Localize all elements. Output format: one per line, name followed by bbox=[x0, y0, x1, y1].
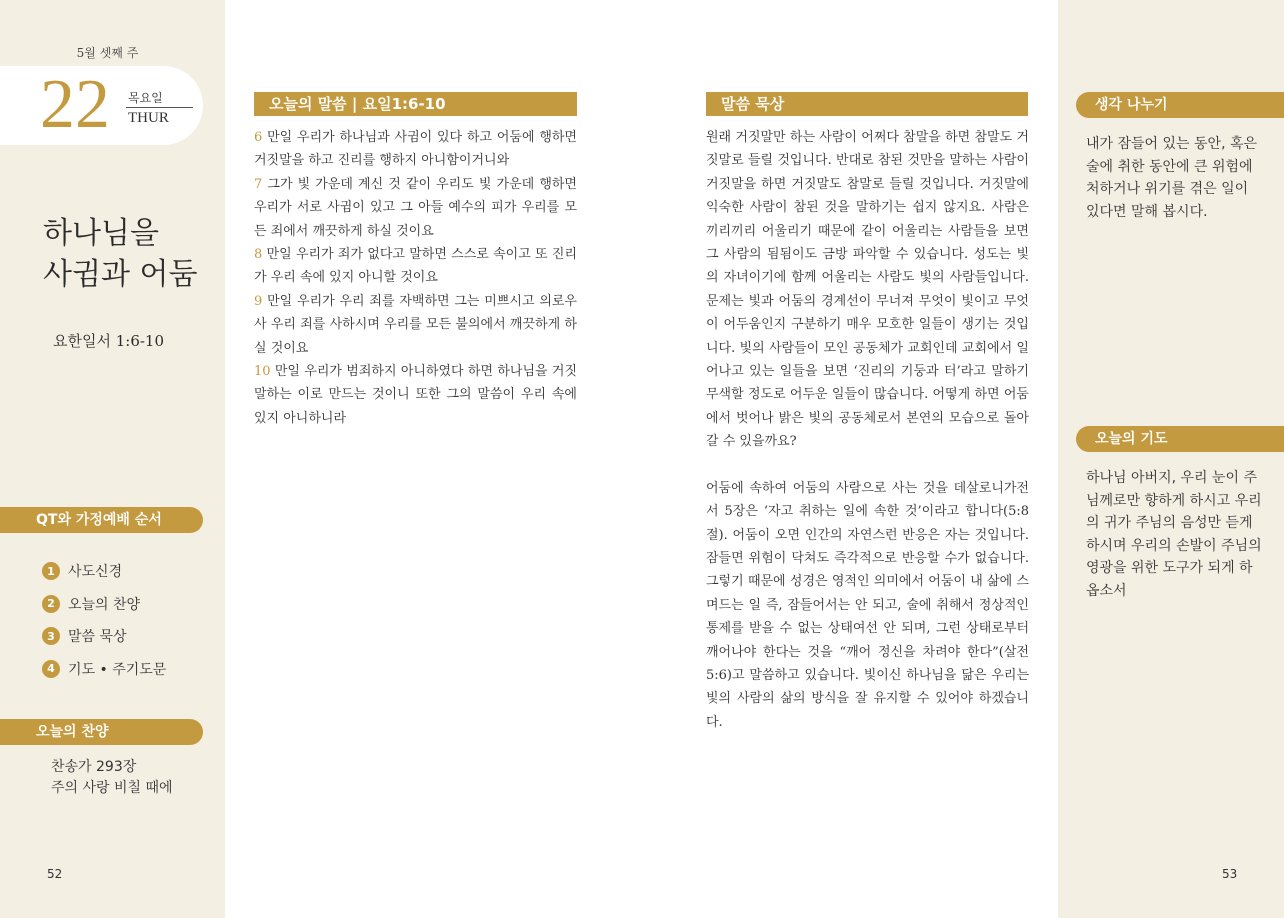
page-number-right: 53 bbox=[1222, 867, 1238, 881]
title-line-1: 하나님을 bbox=[43, 216, 159, 251]
hymn-title: 주의 사랑 비칠 때에 bbox=[51, 780, 173, 796]
verse-text: 만일 우리가 하나님과 사귐이 있다 하고 어둠에 행하면 거짓말을 하고 진리를 행하지 아니함이거니와 bbox=[254, 130, 577, 169]
weekday-korean: 목요일 bbox=[128, 91, 163, 105]
order-heading: QT와 가정예배 순서 bbox=[0, 507, 203, 533]
hymn-number: 찬송가 293장 bbox=[51, 759, 137, 775]
verse-number: 10 bbox=[254, 364, 271, 380]
page-number-left: 52 bbox=[47, 867, 63, 881]
order-list bbox=[42, 555, 166, 685]
step-number-icon: 2 bbox=[42, 595, 60, 613]
prayer-text: 하나님 아버지, 우리 눈이 주님께로만 향하게 하시고 우리의 귀가 주님의 음성만 듣게 하시며 우리의 손발이 주님의 영광을 위한 도구가 되게 하옵소서 bbox=[1086, 470, 1262, 599]
scripture-heading: 오늘의 말씀 | 요일1:6-10 bbox=[254, 92, 577, 116]
scripture-text bbox=[254, 126, 577, 430]
list-item bbox=[42, 620, 166, 653]
verse-number: 6 bbox=[254, 130, 263, 145]
week-label: 5월 셋째 주 bbox=[76, 46, 139, 60]
verse-number: 9 bbox=[254, 293, 263, 309]
weekday-divider bbox=[126, 107, 193, 108]
hymn-info bbox=[51, 757, 173, 799]
list-item-label: 기도 • 주기도문 bbox=[68, 661, 167, 678]
verse-number: 8 bbox=[254, 247, 263, 263]
title-line-2: 사귐과 어둠 bbox=[43, 257, 198, 292]
list-item-label: 사도신경 bbox=[68, 564, 123, 581]
meditation-text bbox=[706, 126, 1029, 734]
prayer-heading: 오늘의 기도 bbox=[1076, 426, 1284, 452]
scripture-reference: 요한일서 1:6-10 bbox=[53, 332, 165, 350]
list-item-label: 오늘의 찬양 bbox=[68, 596, 141, 613]
meditation-paragraph: 원래 거짓말만 하는 사람이 어쩌다 참말을 하면 참말도 거짓말로 들릴 것입니다. 반대로 참된 것만을 말하는 사람이 거짓말을 하면 거짓말도 참말로 들릴 것입니다. 거짓말에 익숙한 사람이 참된 것을 말하기는 쉽지 않지요. 사람은 끼리끼리 어울리기 때문에 같이 어울리는 사람들을 보면 그 사람의 됨됨이도 금방 파악할 수 있습니다. 성도는 빛의 자녀이기에 함께 어울리는 사람도 빛의 사람들입니다. 문제는 빛과 어둠의 경계선이 무너져 무엇이 빛이고 무엇이 어두움인지 구분하기 매우 모호한 일들이 생기는 것입니다. 빛의 사람들이 모인 공동체가 교회인데 교회에서 일어나고 있는 일들을 보면 ‘진리의 기둥과 터’라고 말하기 무색할 정도로 어두운 일들이 많습니다. 어떻게 하면 어둠에서 벗어나 밝은 빛의 공동체로서 본연의 모습으로 돌아갈 수 있을까요? bbox=[706, 130, 1029, 450]
verse-text: 만일 우리가 범죄하지 아니하였다 하면 하나님을 거짓말하는 이로 만드는 것이니 또한 그의 말씀이 우리 속에 있지 아니하니라 bbox=[254, 364, 577, 426]
verse-text: 만일 우리가 우리 죄를 자백하면 그는 미쁘시고 의로우사 우리 죄를 사하시며 우리를 모든 불의에서 깨끗하게 하실 것이요 bbox=[254, 293, 577, 356]
list-item-label: 말씀 묵상 bbox=[68, 629, 127, 646]
share-text: 내가 잠들어 있는 동안, 혹은 술에 취한 동안에 큰 위험에 처하거나 위기를 겪은 일이 있다면 말해 봅시다. bbox=[1086, 136, 1258, 220]
weekday-english: THUR bbox=[128, 110, 169, 126]
page-title bbox=[43, 213, 197, 295]
list-item bbox=[42, 653, 166, 686]
list-item bbox=[42, 588, 166, 621]
meditation-paragraph: 어둠에 속하여 어둠의 사람으로 사는 것을 데살로니가전서 5장은 ‘자고 취하는 일에 속한 것’이라고 합니다(5:8절). 어둠이 오면 인간의 자연스런 반응은 자는 것입니다. 잠들면 위험이 닥쳐도 즉각적으로 반응할 수가 없습니다. 그렇기 때문에 성경은 영적인 의미에서 어둠이 내 삶에 스며드는 일 즉, 잠들어서는 안 되고, 술에 취해서 정상적인 통제를 받을 수 없는 상태여선 안 되며, 그런 상태로부터 깨어나야 한다는 것을 “깨어 정신을 차려야 한다”(살전5:6)고 말씀하고 있습니다. 빛이신 하나님을 닮은 우리는 빛의 사람의 삶의 방식을 잘 유지할 수 있어야 하겠습니다. bbox=[706, 480, 1029, 730]
list-item bbox=[42, 555, 166, 588]
day-number: 22 bbox=[40, 66, 110, 143]
verse-text: 그가 빛 가운데 계신 것 같이 우리도 빛 가운데 행하면 우리가 서로 사귐이 있고 그 아들 예수의 피가 우리를 모든 죄에서 깨끗하게 하실 것이요 bbox=[254, 176, 577, 239]
share-heading: 생각 나누기 bbox=[1076, 92, 1284, 118]
verse-text: 만일 우리가 죄가 없다고 말하면 스스로 속이고 또 진리가 우리 속에 있지 아니할 것이요 bbox=[254, 247, 577, 286]
meditation-heading: 말씀 묵상 bbox=[706, 92, 1028, 116]
verse-number: 7 bbox=[254, 176, 263, 192]
step-number-icon: 3 bbox=[42, 627, 60, 645]
step-number-icon: 4 bbox=[42, 660, 60, 678]
step-number-icon: 1 bbox=[42, 562, 60, 580]
hymn-heading: 오늘의 찬양 bbox=[0, 719, 203, 745]
